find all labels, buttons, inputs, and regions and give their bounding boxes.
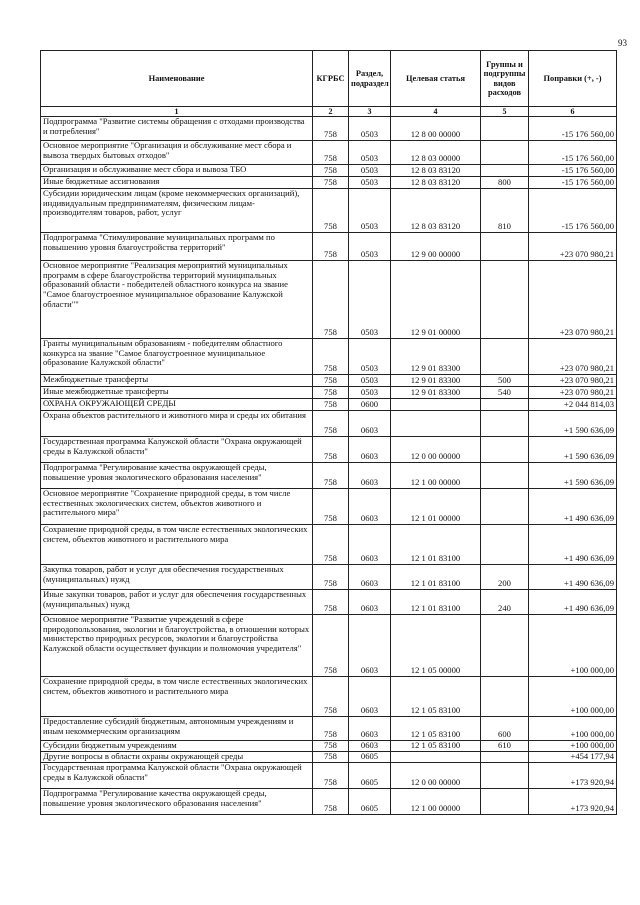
header-row xyxy=(41,51,617,107)
table-row xyxy=(41,789,617,815)
row-group-cell xyxy=(481,437,529,463)
row-kgrbs-cell: 758 xyxy=(313,463,349,489)
row-target-cell: 12 1 05 83100 xyxy=(391,741,481,752)
row-group-cell xyxy=(481,615,529,677)
row-amount-cell: -15 176 560,00 xyxy=(529,189,617,233)
table-row xyxy=(41,189,617,233)
row-target-cell: 12 1 05 83100 xyxy=(391,677,481,717)
row-amount-cell: +100 000,00 xyxy=(529,717,617,741)
table-row xyxy=(41,590,617,615)
row-kgrbs-cell: 758 xyxy=(313,437,349,463)
table-row xyxy=(41,399,617,411)
row-name-cell: Иные межбюджетные трансферты xyxy=(41,387,313,399)
table-row xyxy=(41,233,617,261)
row-name-cell: Государственная программа Калужской области "Охрана окружающей среды в Калужской области" xyxy=(41,763,313,789)
row-name-cell: Основное мероприятие "Реализация мероприятий муниципальных программ в сфере благоустройства территорий муниципальных образований области - победителей областного конкурса на звание "Самое благоустроенное муниципальное образование Калужской области"" xyxy=(41,261,313,339)
table-row xyxy=(41,463,617,489)
row-target-cell: 12 8 03 83120 xyxy=(391,189,481,233)
column-number: 6 xyxy=(529,107,617,117)
row-amount-cell: -15 176 560,00 xyxy=(529,177,617,189)
table-row xyxy=(41,339,617,375)
table-row xyxy=(41,411,617,437)
row-group-cell: 800 xyxy=(481,177,529,189)
table-row xyxy=(41,177,617,189)
row-name-cell: Основное мероприятие "Организация и обслуживание мест сбора и вывоза твердых бытовых отходов" xyxy=(41,141,313,165)
row-target-cell: 12 1 05 83100 xyxy=(391,717,481,741)
row-group-cell xyxy=(481,141,529,165)
row-target-cell: 12 1 01 00000 xyxy=(391,489,481,525)
row-amount-cell: +173 920,94 xyxy=(529,763,617,789)
row-target-cell: 12 1 01 83100 xyxy=(391,565,481,590)
row-name-cell: Основное мероприятие "Сохранение природной среды, в том числе естественных экологических систем, объектов животного и растительного мира" xyxy=(41,489,313,525)
table-row xyxy=(41,437,617,463)
row-amount-cell: +1 490 636,09 xyxy=(529,489,617,525)
row-group-cell xyxy=(481,677,529,717)
row-kgrbs-cell: 758 xyxy=(313,399,349,411)
row-name-cell: Межбюджетные трансферты xyxy=(41,375,313,387)
row-target-cell: 12 1 05 00000 xyxy=(391,615,481,677)
header-amount: Поправки (+, -) xyxy=(529,51,617,107)
row-name-cell: Другие вопросы в области охраны окружающей среды xyxy=(41,752,313,763)
row-kgrbs-cell: 758 xyxy=(313,261,349,339)
table-row xyxy=(41,261,617,339)
row-section-cell: 0503 xyxy=(349,177,391,189)
table-row xyxy=(41,565,617,590)
row-amount-cell: +1 490 636,09 xyxy=(529,565,617,590)
row-target-cell: 12 1 01 83100 xyxy=(391,525,481,565)
column-number: 4 xyxy=(391,107,481,117)
header-name: Наименование xyxy=(41,51,313,107)
row-name-cell: Субсидии бюджетным учреждениям xyxy=(41,741,313,752)
row-target-cell: 12 1 01 83100 xyxy=(391,590,481,615)
row-kgrbs-cell: 758 xyxy=(313,189,349,233)
row-section-cell: 0503 xyxy=(349,189,391,233)
row-section-cell: 0603 xyxy=(349,717,391,741)
row-target-cell: 12 0 00 00000 xyxy=(391,763,481,789)
table-row xyxy=(41,677,617,717)
row-target-cell: 12 8 00 00000 xyxy=(391,117,481,141)
column-number: 3 xyxy=(349,107,391,117)
row-target-cell: 12 9 00 00000 xyxy=(391,233,481,261)
row-kgrbs-cell: 758 xyxy=(313,752,349,763)
row-kgrbs-cell: 758 xyxy=(313,677,349,717)
row-section-cell: 0603 xyxy=(349,615,391,677)
row-group-cell: 540 xyxy=(481,387,529,399)
row-name-cell: Субсидии юридическим лицам (кроме некоммерческих организаций), индивидуальным предпринимателям, физическим лицам-производителям товаров, работ, услуг xyxy=(41,189,313,233)
row-name-cell: Подпрограмма "Регулирование качества окружающей среды, повышение уровня экологического образования населения" xyxy=(41,463,313,489)
row-kgrbs-cell: 758 xyxy=(313,387,349,399)
row-section-cell: 0605 xyxy=(349,752,391,763)
table-row xyxy=(41,165,617,177)
table-row xyxy=(41,141,617,165)
row-target-cell: 12 9 01 00000 xyxy=(391,261,481,339)
row-section-cell: 0603 xyxy=(349,411,391,437)
row-group-cell: 500 xyxy=(481,375,529,387)
row-section-cell: 0503 xyxy=(349,261,391,339)
row-kgrbs-cell: 758 xyxy=(313,615,349,677)
row-target-cell: 12 1 00 00000 xyxy=(391,789,481,815)
column-number: 1 xyxy=(41,107,313,117)
row-kgrbs-cell: 758 xyxy=(313,565,349,590)
row-target-cell: 12 8 03 83120 xyxy=(391,177,481,189)
table-row xyxy=(41,117,617,141)
row-kgrbs-cell: 758 xyxy=(313,117,349,141)
row-group-cell xyxy=(481,489,529,525)
table-row xyxy=(41,615,617,677)
row-amount-cell: +23 070 980,21 xyxy=(529,233,617,261)
row-group-cell: 610 xyxy=(481,741,529,752)
row-kgrbs-cell: 758 xyxy=(313,233,349,261)
row-amount-cell: +173 920,94 xyxy=(529,789,617,815)
column-number-row xyxy=(41,107,617,117)
row-section-cell: 0503 xyxy=(349,141,391,165)
row-kgrbs-cell: 758 xyxy=(313,789,349,815)
row-section-cell: 0603 xyxy=(349,525,391,565)
header-group: Группы и подгруппы видов расходов xyxy=(481,51,529,107)
table-body xyxy=(41,117,617,815)
row-target-cell: 12 9 01 83300 xyxy=(391,387,481,399)
row-group-cell: 200 xyxy=(481,565,529,590)
row-section-cell: 0600 xyxy=(349,399,391,411)
row-target-cell: 12 0 00 00000 xyxy=(391,437,481,463)
table-row xyxy=(41,525,617,565)
row-group-cell xyxy=(481,339,529,375)
table-row xyxy=(41,741,617,752)
row-kgrbs-cell: 758 xyxy=(313,763,349,789)
row-section-cell: 0605 xyxy=(349,763,391,789)
row-group-cell xyxy=(481,399,529,411)
row-group-cell: 240 xyxy=(481,590,529,615)
header-section: Раздел, подраздел xyxy=(349,51,391,107)
row-group-cell xyxy=(481,165,529,177)
row-name-cell: Иные закупки товаров, работ и услуг для обеспечения государственных (муниципальных) нужд xyxy=(41,590,313,615)
row-amount-cell: +1 490 636,09 xyxy=(529,590,617,615)
row-amount-cell: -15 176 560,00 xyxy=(529,117,617,141)
row-section-cell: 0503 xyxy=(349,233,391,261)
row-amount-cell: +23 070 980,21 xyxy=(529,261,617,339)
row-amount-cell: -15 176 560,00 xyxy=(529,165,617,177)
table-row xyxy=(41,387,617,399)
row-name-cell: Государственная программа Калужской области "Охрана окружающей среды в Калужской области" xyxy=(41,437,313,463)
table-row xyxy=(41,752,617,763)
row-section-cell: 0503 xyxy=(349,339,391,375)
row-target-cell xyxy=(391,752,481,763)
row-group-cell xyxy=(481,233,529,261)
row-kgrbs-cell: 758 xyxy=(313,339,349,375)
row-kgrbs-cell: 758 xyxy=(313,165,349,177)
table-row xyxy=(41,489,617,525)
row-amount-cell: +2 044 814,03 xyxy=(529,399,617,411)
row-name-cell: Закупка товаров, работ и услуг для обеспечения государственных (муниципальных) нужд xyxy=(41,565,313,590)
row-kgrbs-cell: 758 xyxy=(313,741,349,752)
row-amount-cell: +454 177,94 xyxy=(529,752,617,763)
row-amount-cell: +23 070 980,21 xyxy=(529,387,617,399)
row-group-cell xyxy=(481,463,529,489)
row-name-cell: Подпрограмма "Стимулирование муниципальных программ по повышению уровня благоустройства территорий" xyxy=(41,233,313,261)
row-kgrbs-cell: 758 xyxy=(313,375,349,387)
row-target-cell: 12 8 03 83120 xyxy=(391,165,481,177)
row-section-cell: 0603 xyxy=(349,590,391,615)
row-kgrbs-cell: 758 xyxy=(313,525,349,565)
row-section-cell: 0603 xyxy=(349,565,391,590)
row-name-cell: Предоставление субсидий бюджетным, автономным учреждениям и иным некоммерческим организациям xyxy=(41,717,313,741)
header-target: Целевая статья xyxy=(391,51,481,107)
row-kgrbs-cell: 758 xyxy=(313,489,349,525)
row-target-cell xyxy=(391,411,481,437)
row-kgrbs-cell: 758 xyxy=(313,590,349,615)
row-name-cell: Сохранение природной среды, в том числе естественных экологических систем, объектов животного и растительного мира xyxy=(41,525,313,565)
row-amount-cell: +100 000,00 xyxy=(529,615,617,677)
row-target-cell: 12 9 01 83300 xyxy=(391,375,481,387)
row-group-cell: 600 xyxy=(481,717,529,741)
row-group-cell xyxy=(481,789,529,815)
row-target-cell: 12 8 03 00000 xyxy=(391,141,481,165)
row-group-cell xyxy=(481,752,529,763)
table-row xyxy=(41,717,617,741)
row-section-cell: 0603 xyxy=(349,437,391,463)
row-target-cell: 12 9 01 83300 xyxy=(391,339,481,375)
row-name-cell: Охрана объектов растительного и животного мира и среды их обитания xyxy=(41,411,313,437)
row-name-cell: Подпрограмма "Развитие системы обращения с отходами производства и потребления" xyxy=(41,117,313,141)
row-section-cell: 0603 xyxy=(349,741,391,752)
row-kgrbs-cell: 758 xyxy=(313,717,349,741)
row-group-cell xyxy=(481,117,529,141)
row-kgrbs-cell: 758 xyxy=(313,177,349,189)
row-name-cell: Подпрограмма "Регулирование качества окружающей среды, повышение уровня экологического образования населения" xyxy=(41,789,313,815)
row-section-cell: 0503 xyxy=(349,165,391,177)
row-amount-cell: +23 070 980,21 xyxy=(529,375,617,387)
header-kgrbs: КГРБС xyxy=(313,51,349,107)
row-name-cell: ОХРАНА ОКРУЖАЮЩЕЙ СРЕДЫ xyxy=(41,399,313,411)
row-group-cell xyxy=(481,261,529,339)
row-group-cell xyxy=(481,763,529,789)
table-row xyxy=(41,763,617,789)
budget-table xyxy=(40,50,617,815)
table-row xyxy=(41,375,617,387)
row-amount-cell: +1 590 636,09 xyxy=(529,437,617,463)
row-name-cell: Гранты муниципальным образованиям - победителям областного конкурса на звание "Самое благоустроенное муниципальное образование Калужской области" xyxy=(41,339,313,375)
row-section-cell: 0503 xyxy=(349,387,391,399)
row-amount-cell: +100 000,00 xyxy=(529,741,617,752)
row-name-cell: Основное мероприятие "Развитие учреждений в сфере природопользования, экологии и благоустройства, в отношении которых министерство природных ресурсов, экологии и благоустройства Калужской области осуществляет функции и полномочия учредителя" xyxy=(41,615,313,677)
row-section-cell: 0503 xyxy=(349,117,391,141)
row-section-cell: 0605 xyxy=(349,789,391,815)
row-amount-cell: +1 590 636,09 xyxy=(529,463,617,489)
row-group-cell xyxy=(481,411,529,437)
row-group-cell: 810 xyxy=(481,189,529,233)
row-amount-cell: -15 176 560,00 xyxy=(529,141,617,165)
row-kgrbs-cell: 758 xyxy=(313,411,349,437)
row-name-cell: Сохранение природной среды, в том числе естественных экологических систем, объектов животного и растительного мира xyxy=(41,677,313,717)
row-target-cell xyxy=(391,399,481,411)
row-name-cell: Организация и обслуживание мест сбора и вывоза ТБО xyxy=(41,165,313,177)
row-amount-cell: +100 000,00 xyxy=(529,677,617,717)
row-name-cell: Иные бюджетные ассигнования xyxy=(41,177,313,189)
column-number: 5 xyxy=(481,107,529,117)
row-section-cell: 0603 xyxy=(349,677,391,717)
page-number: 93 xyxy=(618,38,627,48)
row-kgrbs-cell: 758 xyxy=(313,141,349,165)
row-group-cell xyxy=(481,525,529,565)
row-amount-cell: +1 590 636,09 xyxy=(529,411,617,437)
row-section-cell: 0603 xyxy=(349,463,391,489)
row-section-cell: 0603 xyxy=(349,489,391,525)
row-target-cell: 12 1 00 00000 xyxy=(391,463,481,489)
column-number: 2 xyxy=(313,107,349,117)
row-section-cell: 0503 xyxy=(349,375,391,387)
row-amount-cell: +1 490 636,09 xyxy=(529,525,617,565)
row-amount-cell: +23 070 980,21 xyxy=(529,339,617,375)
